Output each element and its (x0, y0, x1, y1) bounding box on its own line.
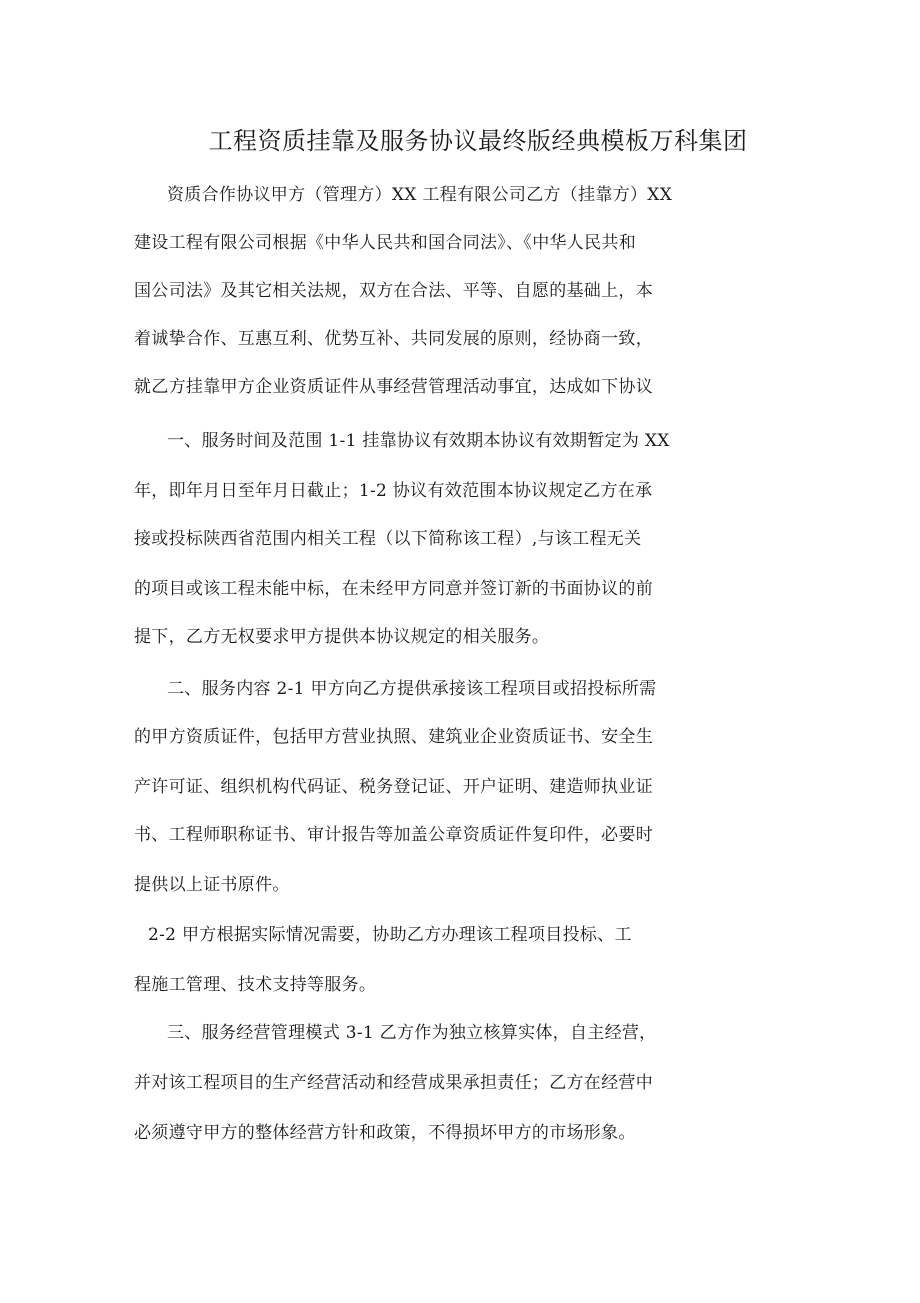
page-title: 工程资质挂靠及服务协议最终版经典模板万科集团 (208, 127, 748, 155)
paragraph-line-15: 提供以上证书原件。 (134, 875, 290, 895)
paragraph-line-9: 的项目或该工程未能中标，在未经甲方同意并签订新的书面协议的前 (134, 579, 653, 599)
paragraph-line-5: 就乙方挂靠甲方企业资质证件从事经营管理活动事宜，达成如下协议 (134, 377, 653, 397)
paragraph-line-12: 的甲方资质证件，包括甲方营业执照、建筑业企业资质证书、安全生 (134, 727, 653, 747)
paragraph-line-20: 必须遵守甲方的整体经营方针和政策，不得损坏甲方的市场形象。 (134, 1123, 636, 1143)
paragraph-line-3: 国公司法》及其它相关法规，双方在合法、平等、自愿的基础上，本 (134, 281, 653, 301)
paragraph-line-11: 二、服务内容 2-1 甲方向乙方提供承接该工程项目或招投标所需 (167, 679, 657, 699)
paragraph-line-14: 书、工程师职称证书、审计报告等加盖公章资质证件复印件，必要时 (134, 825, 653, 845)
paragraph-line-8: 接或投标陕西省范围内相关工程（以下简称该工程）,与该工程无关 (134, 529, 642, 549)
paragraph-line-13: 产许可证、组织机构代码证、税务登记证、开户证明、建造师执业证 (134, 777, 653, 797)
paragraph-line-4: 着诚挚合作、互惠互利、优势互补、共同发展的原则，经协商一致， (134, 329, 653, 349)
paragraph-line-10: 提下，乙方无权要求甲方提供本协议规定的相关服务。 (134, 627, 550, 647)
paragraph-line-7: 年，即年月日至年月日截止；1-2 协议有效范围本协议规定乙方在承 (134, 481, 653, 501)
paragraph-line-19: 并对该工程项目的生产经营活动和经营成果承担责任；乙方在经营中 (134, 1073, 653, 1093)
paragraph-line-16: 2-2 甲方根据实际情况需要，协助乙方办理该工程项目投标、工 (148, 925, 632, 945)
paragraph-line-1: 资质合作协议甲方（管理方）XX 工程有限公司乙方（挂靠方）XX (167, 185, 673, 205)
paragraph-line-2: 建设工程有限公司根据《中华人民共和国合同法》、《中华人民共和 (134, 233, 636, 253)
paragraph-line-6: 一、服务时间及范围 1-1 挂靠协议有效期本协议有效期暂定为 XX (167, 431, 670, 451)
paragraph-line-17: 程施工管理、技术支持等服务。 (134, 975, 377, 995)
paragraph-line-18: 三、服务经营管理模式 3-1 乙方作为独立核算实体，自主经营， (167, 1023, 657, 1043)
